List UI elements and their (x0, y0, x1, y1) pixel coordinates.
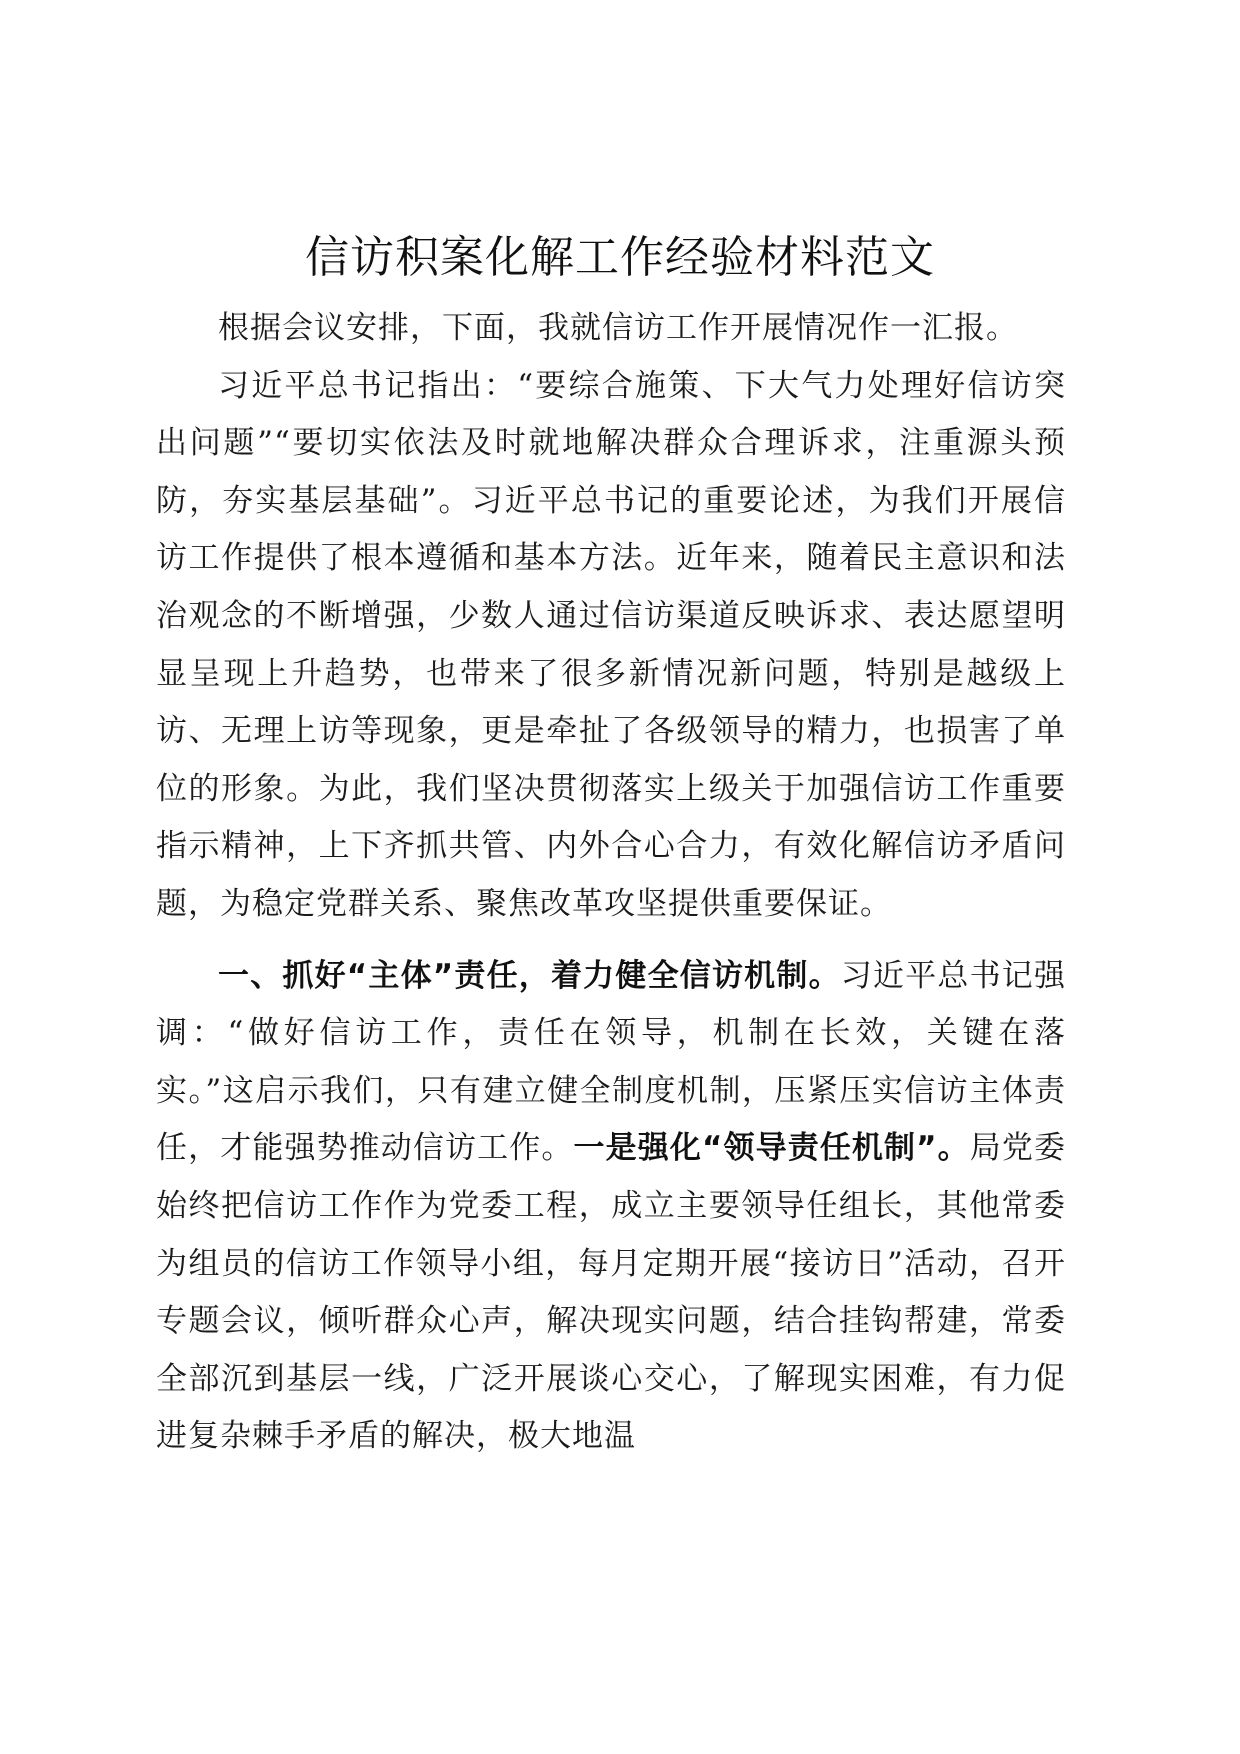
section-one-subheading: 一是强化“领导责任机制”。 (573, 1130, 970, 1167)
section-one-heading: 一、抓好“主体”责任，着力健全信访机制。 (218, 957, 841, 994)
section-one-detail: 局党委始终把信访工作作为党委工程，成立主要领导任组长，其他常委为组员的信访工作领导小组，每月定期开展“接访日”活动，召开专题会议，倾听群众心声，解决现实问题，结合挂钩帮建，常委全部沉到基层一线，广泛开展谈心交心，了解现实困难，有力促进复杂棘手矛盾的解决，极大地温 (156, 1130, 1067, 1455)
paragraph-intro: 根据会议安排，下面，我就信访工作开展情况作一汇报。 (218, 310, 1018, 346)
document-body (156, 300, 1066, 1466)
paragraph-section-one (156, 948, 1066, 1466)
section-one-text: 习近平总书记强调：“做好信访工作，责任在领导，机制在长效，关键在落实。”这启示我们，只有建立健全制度机制，压紧压实信访主体责任，才能强势推动信访工作。 (156, 957, 1067, 1167)
document-title: 信访积案化解工作经验材料范文 (305, 232, 935, 283)
paragraph-background: 习近平总书记指出：“要综合施策、下大气力处理好信访突出问题”“要切实依法及时就地解决群众合理诉求，注重源头预防，夯实基层基础”。习近平总书记的重要论述，为我们开展信访工作提供了根本遵循和基本方法。近年来，随着民主意识和法治观念的不断增强，少数人通过信访渠道反映诉求、表达愿望明显呈现上升趋势，也带来了很多新情况新问题，特别是越级上访、无理上访等现象，更是牵扯了各级领导的精力，也损害了单位的形象。为此，我们坚决贯彻落实上级关于加强信访工作重要指示精神，上下齐抓共管、内外合心合力，有效化解信访矛盾问题，为稳定党群关系、聚焦改革攻坚提供重要保证。 (156, 367, 1066, 922)
